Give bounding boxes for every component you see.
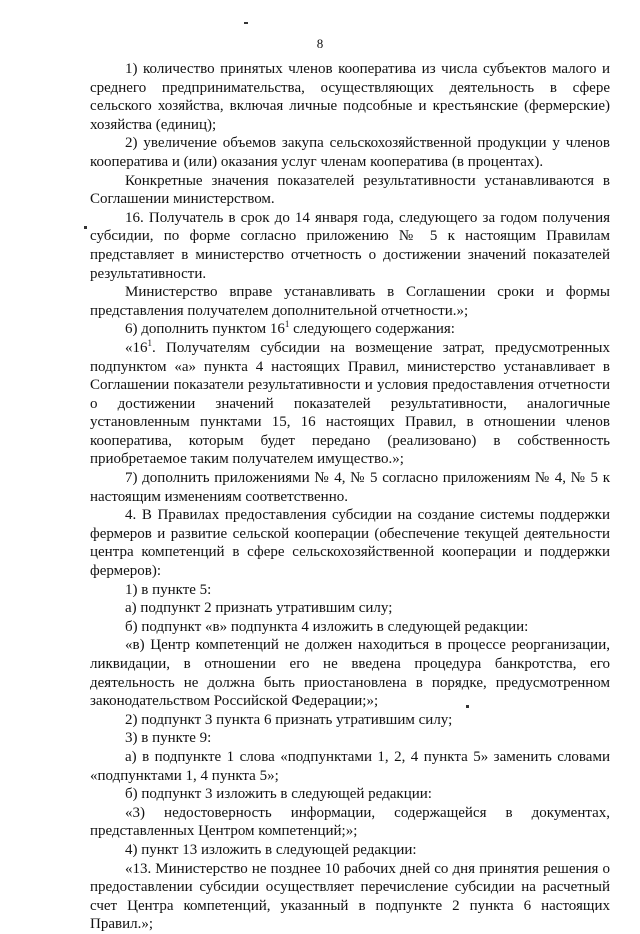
paragraph: 4. В Правилах предоставления субсидии на создание системы поддержки фермеров и развитие сельской кооперации (обеспечение текущей деятельности центра компетенций в сфере сельскохозяйственной кооперации и поддержки фермеров): — [90, 507, 610, 580]
paragraph: 1) количество принятых членов кооператива из числа субъектов малого и среднего предпринимательства, осуществляющих деятельность в сфере сельского хозяйства, включая личные подсобные и крестьянские (фермерские) хозяйства (единиц); — [90, 61, 610, 133]
paragraph: 4) пункт 13 изложить в следующей редакции: — [125, 841, 417, 858]
paragraph: «$16^1$. Получателям субсидии на возмещение затрат, предусмотренных подпунктом «а» пункта 4 настоящих Правил, министерство устанавливает в Соглашении показатели результативности и условия предоставления отчетности о достижении значений показателей результативности, аналогичные установленным пунктами 15, 16 настоящих Правил, в отношении членов кооператива, которым будет передано (реализовано) в собственность приобретаемое таким получателем имущество.»; — [90, 337, 610, 468]
paragraph: «13. Министерство не позднее 10 рабочих дней со дня принятия решения о предоставлении субсидии осуществляет перечисление субсидии на расчетный счет Центра компетенций, указанный в подпункте 2 пункта 6 настоящих Правил.»; — [90, 860, 610, 933]
document-body — [90, 60, 610, 934]
paragraph: 16. Получатель в срок до 14 января года, следующего за годом получения субсидии, по форме согласно приложению № 5 к настоящим Правилам представляет в министерство отчетность о достижении значений показателей результативности. — [90, 209, 610, 282]
paragraph: 2) увеличение объемов закупа сельскохозяйственной продукции у членов кооператива и (или) оказания услуг членам кооператива (в процентах). — [90, 135, 610, 170]
paragraph: 2) подпункт 3 пункта 6 признать утратившим силу; — [125, 711, 453, 728]
paragraph: «3) недостоверность информации, содержащейся в документах, представленных Центром компетенций;»; — [90, 804, 610, 840]
page-number: 8 — [316, 36, 324, 51]
scan-speck — [84, 226, 87, 229]
paragraph: а) в подпункте 1 слова «подпунктами 1, 2, 4 пункта 5» заменить словами «подпунктами 1, 4 пункта 5»; — [90, 748, 610, 784]
paragraph: Министерство вправе устанавливать в Соглашении сроки и формы представления получателем дополнительной отчетности.»; — [90, 284, 610, 319]
scan-speck — [244, 22, 248, 24]
paragraph: 1) в пункте 5: — [125, 581, 212, 598]
paragraph: 7) дополнить приложениями № 4, № 5 согласно приложениям № 4, № 5 к настоящим изменениям соответственно. — [90, 470, 610, 505]
paragraph: 3) в пункте 9: — [125, 730, 212, 747]
paragraph: а) подпункт 2 признать утратившим силу; — [125, 600, 393, 617]
paragraph: 6) дополнить пунктом $16^1$ следующего содержания: — [125, 319, 455, 338]
paragraph: б) подпункт 3 изложить в следующей редакции: — [125, 786, 432, 803]
paragraph: «в) Центр компетенций не должен находиться в процессе реорганизации, ликвидации, в отношении его не введена процедура банкротства, его деятельность не должна быть приостановлена в порядке, предусмотренном законодательством Российской Федерации;»; — [90, 637, 610, 710]
paragraph: Конкретные значения показателей результативности устанавливаются в Соглашении министерством. — [90, 172, 610, 208]
paragraph: б) подпункт «в» подпункта 4 изложить в следующей редакции: — [125, 618, 529, 635]
